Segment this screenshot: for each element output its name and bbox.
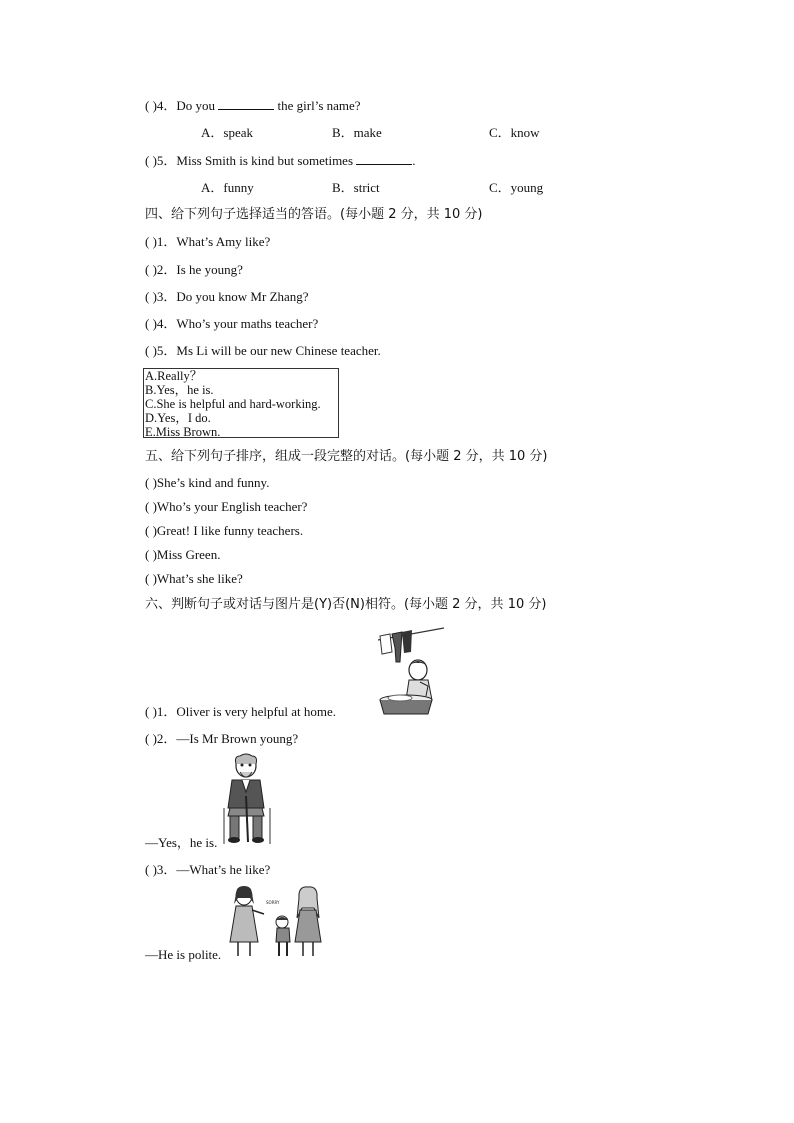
answer-option: D.Yes，I do.	[145, 411, 211, 425]
section-5-item: ( )What’s she like?	[145, 571, 243, 586]
section-5-item: ( )Miss Green.	[145, 547, 221, 562]
question-text: ( )5．Miss Smith is kind but sometimes	[145, 153, 354, 168]
old-man-picture	[220, 752, 276, 846]
option-a[interactable]: A．funny	[201, 180, 254, 195]
section-6-answer-2: —Yes，he is.	[145, 835, 218, 850]
section-4-item: ( )2．Is he young?	[145, 262, 243, 277]
option-b[interactable]: B．make	[332, 125, 382, 140]
question-3-5	[145, 153, 416, 169]
boy-washing-clothes-picture	[376, 622, 446, 718]
option-c[interactable]: C．know	[489, 125, 540, 140]
section-5-heading: 五、给下列句子排序，组成一段完整的对话。(每小题 2 分，共 10 分)	[145, 449, 548, 464]
question-3-4	[145, 98, 361, 114]
question-text: ( )4．Do you	[145, 98, 216, 113]
question-text: the girl’s name?	[277, 98, 361, 113]
section-5-item: ( )She’s kind and funny.	[145, 475, 270, 490]
section-4-item: ( )4．Who’s your maths teacher?	[145, 316, 319, 331]
section-6-answer-3: —He is polite.	[145, 947, 222, 962]
section-6-question-3: ( )3．—What’s he like?	[145, 862, 271, 877]
section-5-item: ( )Who’s your English teacher?	[145, 499, 308, 514]
polite-boy-picture	[224, 884, 324, 960]
option-c[interactable]: C．young	[489, 180, 544, 195]
section-6-question-1: ( )1．Oliver is very helpful at home.	[145, 704, 336, 719]
section-5-item: ( )Great! I like funny teachers.	[145, 523, 304, 538]
answer-blank[interactable]	[356, 153, 412, 165]
answer-option: E.Miss Brown.	[145, 425, 221, 439]
answer-option: A.Really？	[145, 369, 203, 383]
answer-option: C.She is helpful and hard-working.	[145, 397, 321, 411]
sign-label: SORRY	[266, 900, 280, 905]
section-4-item: ( )1．What’s Amy like?	[145, 234, 271, 249]
section-4-item: ( )5．Ms Li will be our new Chinese teacher.	[145, 343, 381, 358]
option-a[interactable]: A．speak	[201, 125, 253, 140]
section-6-heading: 六、判断句子或对话与图片是(Y)否(N)相符。(每小题 2 分，共 10 分)	[145, 597, 547, 612]
question-text: .	[412, 153, 416, 168]
section-4-heading: 四、给下列句子选择适当的答语。(每小题 2 分，共 10 分)	[145, 207, 483, 222]
answer-options-box	[143, 368, 339, 438]
answer-blank[interactable]	[218, 98, 274, 110]
answer-option: B.Yes，he is.	[145, 383, 214, 397]
option-b[interactable]: B．strict	[332, 180, 380, 195]
section-4-item: ( )3．Do you know Mr Zhang?	[145, 289, 309, 304]
section-6-question-2: ( )2．—Is Mr Brown young?	[145, 731, 299, 746]
